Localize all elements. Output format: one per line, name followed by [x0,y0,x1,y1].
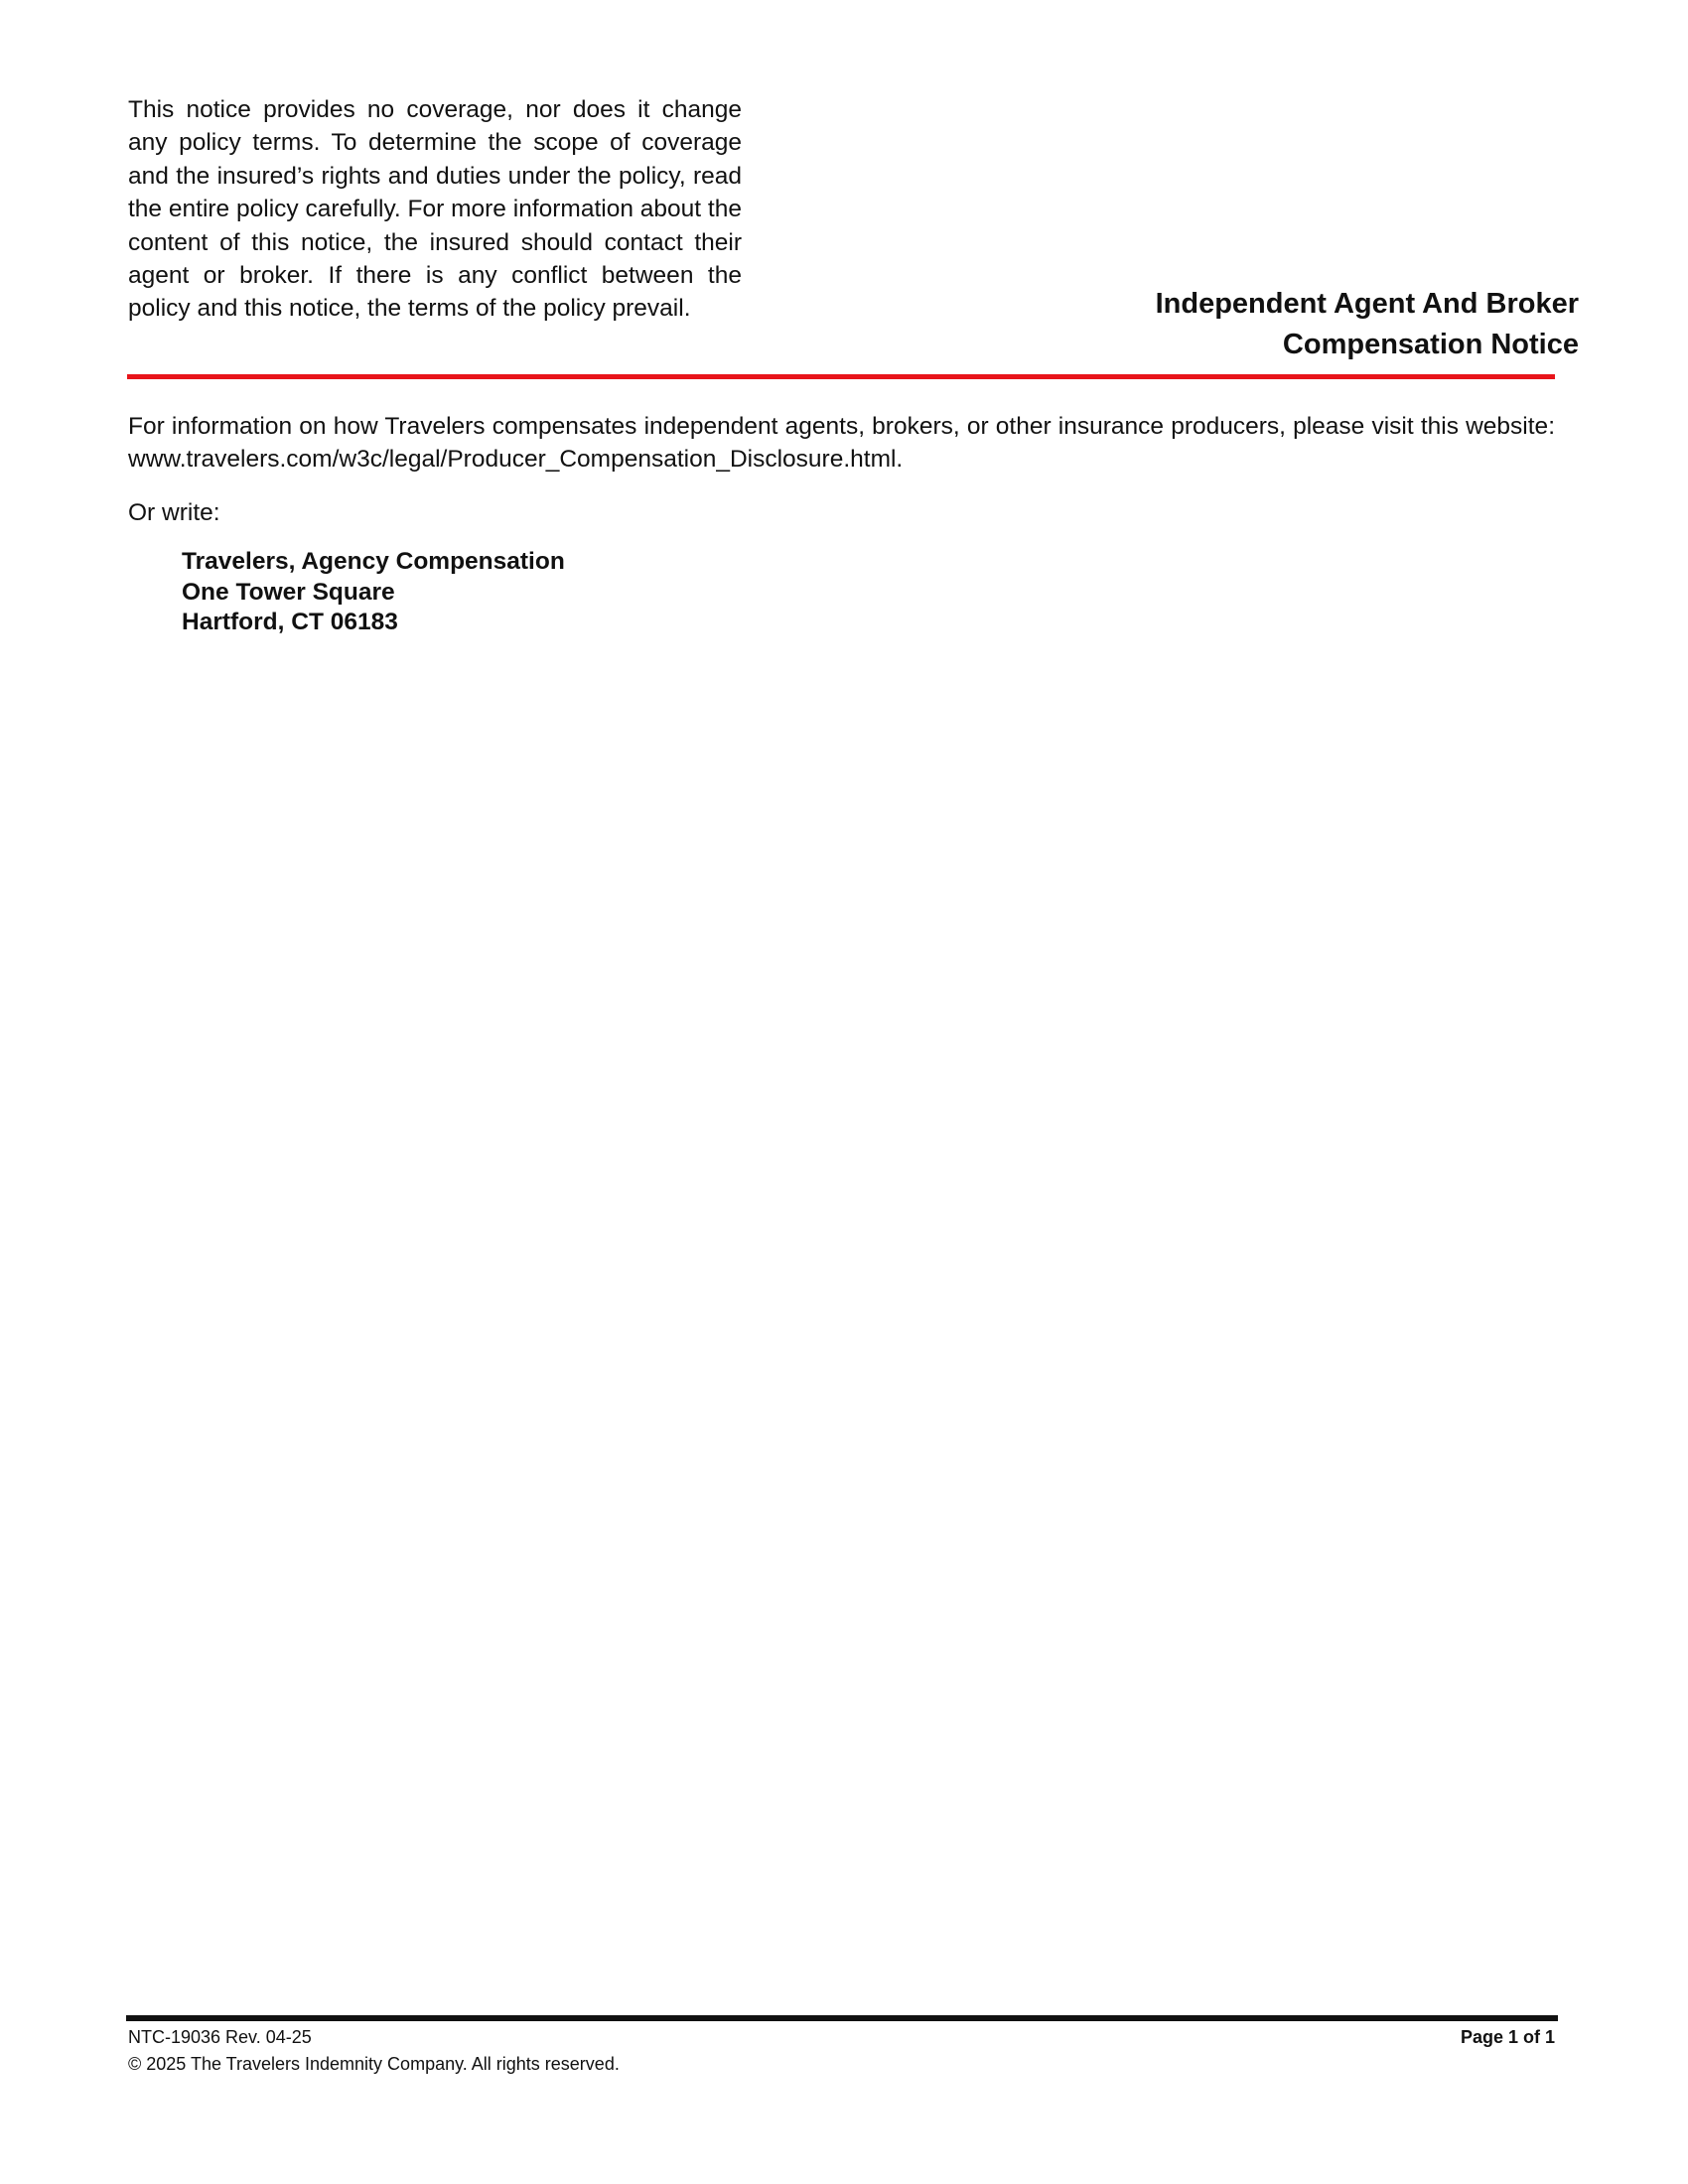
footer-divider [126,2015,1558,2021]
or-write-label: Or write: [128,499,220,526]
mailing-address [182,547,565,638]
notice-title-line-1: Independent Agent And Broker [1155,288,1579,320]
notice-title [884,284,1579,365]
copyright-notice: © 2025 The Travelers Indemnity Company. All rights reserved. [128,2054,620,2074]
header-divider [127,374,1555,379]
address-line-1: Travelers, Agency Compensation [182,548,565,575]
compensation-info-paragraph: For information on how Travelers compensates independent agents, brokers, or other insurance producers, please visit this website: www.travelers.com/w3c/legal/Producer_Compensation_Disclosure.html. [128,413,1555,473]
address-line-2: One Tower Square [182,578,395,606]
form-number: NTC-19036 Rev. 04-25 [128,2027,312,2047]
page-number: Page 1 of 1 [1460,2027,1555,2047]
address-line-3: Hartford, CT 06183 [182,609,398,635]
coverage-disclaimer: This notice provides no coverage, nor does it change any policy terms. To determine the scope of coverage and the insured’s rights and duties under the policy, read the entire policy carefully. For more information about the content of this notice, the insured should contact their agent or broker. If there is any conflict between the policy and this notice, the terms of the policy prevail. [128,96,742,323]
notice-title-line-2: Compensation Notice [1282,329,1579,360]
